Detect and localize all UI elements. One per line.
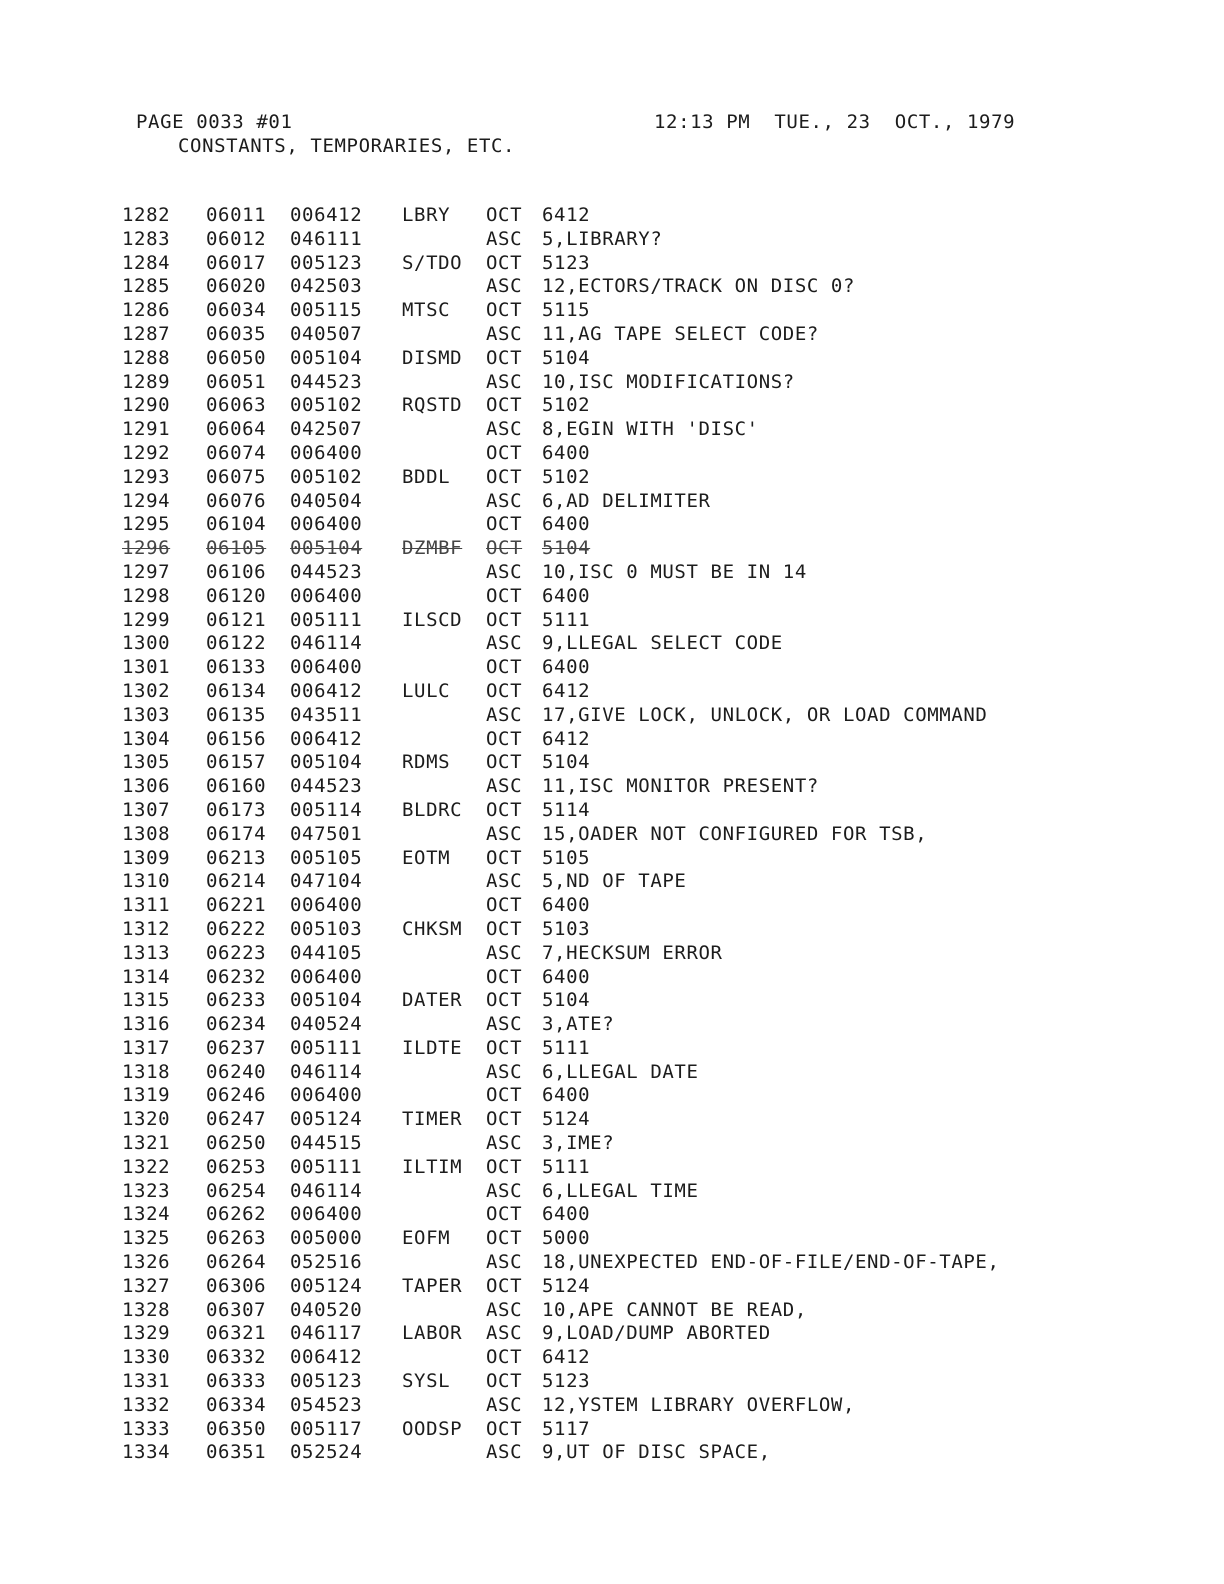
opcode: OCT bbox=[486, 394, 523, 417]
operand: 9,UT OF DISC SPACE, bbox=[542, 1441, 771, 1464]
label: EOTM bbox=[402, 846, 451, 869]
opcode: ASC bbox=[486, 560, 523, 583]
operand: 6412 bbox=[542, 1346, 591, 1369]
line-number: 1300 bbox=[122, 632, 171, 655]
operand: 6400 bbox=[542, 1084, 591, 1107]
object-code: 046114 bbox=[290, 1060, 363, 1083]
operand: 6400 bbox=[542, 1203, 591, 1226]
line-number: 1304 bbox=[122, 727, 171, 750]
object-code: 046114 bbox=[290, 632, 363, 655]
label: SYSL bbox=[402, 1370, 451, 1393]
operand: 6412 bbox=[542, 679, 591, 702]
operand: 6400 bbox=[542, 441, 591, 464]
address: 06237 bbox=[206, 1036, 267, 1059]
line-number: 1319 bbox=[122, 1084, 171, 1107]
line-number: 1316 bbox=[122, 1013, 171, 1036]
address: 06333 bbox=[206, 1370, 267, 1393]
operand: 10,APE CANNOT BE READ, bbox=[542, 1298, 807, 1321]
opcode: OCT bbox=[486, 441, 523, 464]
address: 06254 bbox=[206, 1179, 267, 1202]
address: 06223 bbox=[206, 941, 267, 964]
line-number: 1305 bbox=[122, 751, 171, 774]
object-code: 005104 bbox=[290, 537, 363, 560]
line-number: 1311 bbox=[122, 894, 171, 917]
line-number: 1293 bbox=[122, 465, 171, 488]
address: 06120 bbox=[206, 584, 267, 607]
address: 06063 bbox=[206, 394, 267, 417]
opcode: ASC bbox=[486, 1441, 523, 1464]
line-number: 1294 bbox=[122, 489, 171, 512]
object-code: 044515 bbox=[290, 1132, 363, 1155]
opcode: OCT bbox=[486, 1084, 523, 1107]
opcode: OCT bbox=[486, 751, 523, 774]
opcode: OCT bbox=[486, 346, 523, 369]
opcode: OCT bbox=[486, 1417, 523, 1440]
section-title: CONSTANTS, TEMPORARIES, ETC. bbox=[178, 135, 516, 157]
line-number: 1326 bbox=[122, 1251, 171, 1274]
operand: 12,YSTEM LIBRARY OVERFLOW, bbox=[542, 1393, 856, 1416]
opcode: ASC bbox=[486, 1322, 523, 1345]
address: 06250 bbox=[206, 1132, 267, 1155]
address: 06262 bbox=[206, 1203, 267, 1226]
operand: 5105 bbox=[542, 846, 591, 869]
object-code: 040504 bbox=[290, 489, 363, 512]
opcode: OCT bbox=[486, 537, 523, 560]
object-code: 054523 bbox=[290, 1393, 363, 1416]
line-number: 1334 bbox=[122, 1441, 171, 1464]
line-number: 1297 bbox=[122, 560, 171, 583]
label: DISMD bbox=[402, 346, 463, 369]
address: 06173 bbox=[206, 798, 267, 821]
address: 06134 bbox=[206, 679, 267, 702]
object-code: 040524 bbox=[290, 1013, 363, 1036]
object-code: 005104 bbox=[290, 751, 363, 774]
object-code: 006412 bbox=[290, 1346, 363, 1369]
opcode: OCT bbox=[486, 1346, 523, 1369]
opcode: ASC bbox=[486, 489, 523, 512]
opcode: ASC bbox=[486, 1393, 523, 1416]
operand: 6,LLEGAL DATE bbox=[542, 1060, 699, 1083]
address: 06334 bbox=[206, 1393, 267, 1416]
object-code: 044523 bbox=[290, 775, 363, 798]
address: 06135 bbox=[206, 703, 267, 726]
line-number: 1302 bbox=[122, 679, 171, 702]
line-number: 1309 bbox=[122, 846, 171, 869]
label: DZMBF bbox=[402, 537, 463, 560]
label: CHKSM bbox=[402, 917, 463, 940]
operand: 6,AD DELIMITER bbox=[542, 489, 711, 512]
address: 06247 bbox=[206, 1108, 267, 1131]
opcode: OCT bbox=[486, 846, 523, 869]
object-code: 046111 bbox=[290, 227, 363, 250]
address: 06233 bbox=[206, 989, 267, 1012]
object-code: 044523 bbox=[290, 560, 363, 583]
line-number: 1288 bbox=[122, 346, 171, 369]
address: 06240 bbox=[206, 1060, 267, 1083]
opcode: OCT bbox=[486, 1155, 523, 1178]
line-number: 1306 bbox=[122, 775, 171, 798]
operand: 5111 bbox=[542, 1155, 591, 1178]
object-code: 042503 bbox=[290, 275, 363, 298]
address: 06307 bbox=[206, 1298, 267, 1321]
object-code: 044523 bbox=[290, 370, 363, 393]
line-number: 1307 bbox=[122, 798, 171, 821]
opcode: OCT bbox=[486, 513, 523, 536]
address: 06012 bbox=[206, 227, 267, 250]
operand: 18,UNEXPECTED END-OF-FILE/END-OF-TAPE, bbox=[542, 1251, 1000, 1274]
object-code: 005115 bbox=[290, 299, 363, 322]
object-code: 005111 bbox=[290, 1036, 363, 1059]
line-number: 1285 bbox=[122, 275, 171, 298]
opcode: ASC bbox=[486, 1251, 523, 1274]
object-code: 006400 bbox=[290, 1203, 363, 1226]
label: RQSTD bbox=[402, 394, 463, 417]
operand: 17,GIVE LOCK, UNLOCK, OR LOAD COMMAND bbox=[542, 703, 988, 726]
operand: 5117 bbox=[542, 1417, 591, 1440]
address: 06306 bbox=[206, 1274, 267, 1297]
object-code: 005104 bbox=[290, 989, 363, 1012]
label: MTSC bbox=[402, 299, 451, 322]
address: 06350 bbox=[206, 1417, 267, 1440]
object-code: 005124 bbox=[290, 1274, 363, 1297]
label: LABOR bbox=[402, 1322, 463, 1345]
address: 06253 bbox=[206, 1155, 267, 1178]
opcode: OCT bbox=[486, 1370, 523, 1393]
label: RDMS bbox=[402, 751, 451, 774]
address: 06034 bbox=[206, 299, 267, 322]
operand: 5123 bbox=[542, 1370, 591, 1393]
line-number: 1292 bbox=[122, 441, 171, 464]
operand: 6400 bbox=[542, 513, 591, 536]
object-code: 005103 bbox=[290, 917, 363, 940]
operand: 6412 bbox=[542, 727, 591, 750]
opcode: ASC bbox=[486, 1298, 523, 1321]
operand: 5,LIBRARY? bbox=[542, 227, 663, 250]
address: 06264 bbox=[206, 1251, 267, 1274]
opcode: OCT bbox=[486, 965, 523, 988]
line-number: 1317 bbox=[122, 1036, 171, 1059]
object-code: 005111 bbox=[290, 1155, 363, 1178]
operand: 5124 bbox=[542, 1274, 591, 1297]
opcode: ASC bbox=[486, 227, 523, 250]
line-number: 1332 bbox=[122, 1393, 171, 1416]
operand: 5115 bbox=[542, 299, 591, 322]
address: 06234 bbox=[206, 1013, 267, 1036]
line-number: 1330 bbox=[122, 1346, 171, 1369]
operand: 5104 bbox=[542, 537, 591, 560]
line-number: 1327 bbox=[122, 1274, 171, 1297]
opcode: OCT bbox=[486, 584, 523, 607]
object-code: 006400 bbox=[290, 1084, 363, 1107]
object-code: 052516 bbox=[290, 1251, 363, 1274]
object-code: 005123 bbox=[290, 1370, 363, 1393]
line-number: 1318 bbox=[122, 1060, 171, 1083]
object-code: 006412 bbox=[290, 679, 363, 702]
address: 06104 bbox=[206, 513, 267, 536]
object-code: 040507 bbox=[290, 322, 363, 345]
label: ILDTE bbox=[402, 1036, 463, 1059]
opcode: OCT bbox=[486, 299, 523, 322]
line-number: 1315 bbox=[122, 989, 171, 1012]
address: 06051 bbox=[206, 370, 267, 393]
object-code: 005102 bbox=[290, 394, 363, 417]
line-number: 1324 bbox=[122, 1203, 171, 1226]
label: BLDRC bbox=[402, 798, 463, 821]
object-code: 006400 bbox=[290, 656, 363, 679]
line-number: 1333 bbox=[122, 1417, 171, 1440]
opcode: OCT bbox=[486, 679, 523, 702]
object-code: 006400 bbox=[290, 513, 363, 536]
line-number: 1301 bbox=[122, 656, 171, 679]
line-number: 1299 bbox=[122, 608, 171, 631]
address: 06106 bbox=[206, 560, 267, 583]
opcode: OCT bbox=[486, 465, 523, 488]
address: 06156 bbox=[206, 727, 267, 750]
operand: 12,ECTORS/TRACK ON DISC 0? bbox=[542, 275, 856, 298]
opcode: ASC bbox=[486, 1060, 523, 1083]
object-code: 043511 bbox=[290, 703, 363, 726]
address: 06122 bbox=[206, 632, 267, 655]
address: 06332 bbox=[206, 1346, 267, 1369]
address: 06064 bbox=[206, 418, 267, 441]
line-number: 1321 bbox=[122, 1132, 171, 1155]
object-code: 005117 bbox=[290, 1417, 363, 1440]
operand: 8,EGIN WITH 'DISC' bbox=[542, 418, 759, 441]
operand: 5102 bbox=[542, 465, 591, 488]
operand: 11,ISC MONITOR PRESENT? bbox=[542, 775, 819, 798]
opcode: ASC bbox=[486, 322, 523, 345]
object-code: 005114 bbox=[290, 798, 363, 821]
object-code: 046117 bbox=[290, 1322, 363, 1345]
object-code: 042507 bbox=[290, 418, 363, 441]
object-code: 005104 bbox=[290, 346, 363, 369]
address: 06232 bbox=[206, 965, 267, 988]
label: TIMER bbox=[402, 1108, 463, 1131]
opcode: OCT bbox=[486, 989, 523, 1012]
opcode: ASC bbox=[486, 822, 523, 845]
object-code: 047501 bbox=[290, 822, 363, 845]
opcode: ASC bbox=[486, 703, 523, 726]
line-number: 1291 bbox=[122, 418, 171, 441]
line-number: 1296 bbox=[122, 537, 171, 560]
operand: 5,ND OF TAPE bbox=[542, 870, 687, 893]
label: DATER bbox=[402, 989, 463, 1012]
address: 06213 bbox=[206, 846, 267, 869]
object-code: 005123 bbox=[290, 251, 363, 274]
opcode: ASC bbox=[486, 1013, 523, 1036]
opcode: ASC bbox=[486, 418, 523, 441]
line-number: 1320 bbox=[122, 1108, 171, 1131]
operand: 5124 bbox=[542, 1108, 591, 1131]
object-code: 047104 bbox=[290, 870, 363, 893]
operand: 10,ISC 0 MUST BE IN 14 bbox=[542, 560, 807, 583]
opcode: ASC bbox=[486, 1132, 523, 1155]
operand: 15,OADER NOT CONFIGURED FOR TSB, bbox=[542, 822, 928, 845]
operand: 5114 bbox=[542, 798, 591, 821]
line-number: 1314 bbox=[122, 965, 171, 988]
line-number: 1323 bbox=[122, 1179, 171, 1202]
address: 06020 bbox=[206, 275, 267, 298]
line-number: 1287 bbox=[122, 322, 171, 345]
address: 06321 bbox=[206, 1322, 267, 1345]
address: 06246 bbox=[206, 1084, 267, 1107]
operand: 5102 bbox=[542, 394, 591, 417]
line-number: 1282 bbox=[122, 204, 171, 226]
operand: 5111 bbox=[542, 1036, 591, 1059]
opcode: OCT bbox=[486, 656, 523, 679]
opcode: ASC bbox=[486, 775, 523, 798]
opcode: OCT bbox=[486, 727, 523, 750]
line-number: 1303 bbox=[122, 703, 171, 726]
line-number: 1308 bbox=[122, 822, 171, 845]
timestamp: 12:13 PM TUE., 23 OCT., 1979 bbox=[654, 111, 1016, 133]
address: 06074 bbox=[206, 441, 267, 464]
address: 06011 bbox=[206, 204, 267, 226]
opcode: OCT bbox=[486, 204, 523, 226]
operand: 6400 bbox=[542, 584, 591, 607]
operand: 9,LLEGAL SELECT CODE bbox=[542, 632, 783, 655]
opcode: ASC bbox=[486, 1179, 523, 1202]
address: 06075 bbox=[206, 465, 267, 488]
line-number: 1328 bbox=[122, 1298, 171, 1321]
opcode: OCT bbox=[486, 798, 523, 821]
line-number: 1310 bbox=[122, 870, 171, 893]
operand: 6,LLEGAL TIME bbox=[542, 1179, 699, 1202]
address: 06133 bbox=[206, 656, 267, 679]
operand: 5111 bbox=[542, 608, 591, 631]
operand: 5000 bbox=[542, 1227, 591, 1250]
operand: 6400 bbox=[542, 656, 591, 679]
label: ILTIM bbox=[402, 1155, 463, 1178]
address: 06076 bbox=[206, 489, 267, 512]
address: 06160 bbox=[206, 775, 267, 798]
operand: 5104 bbox=[542, 346, 591, 369]
operand: 3,ATE? bbox=[542, 1013, 615, 1036]
operand: 5104 bbox=[542, 751, 591, 774]
operand: 9,LOAD/DUMP ABORTED bbox=[542, 1322, 771, 1345]
line-number: 1298 bbox=[122, 584, 171, 607]
object-code: 005000 bbox=[290, 1227, 363, 1250]
opcode: ASC bbox=[486, 632, 523, 655]
opcode: OCT bbox=[486, 1274, 523, 1297]
address: 06222 bbox=[206, 917, 267, 940]
label: LULC bbox=[402, 679, 451, 702]
object-code: 005102 bbox=[290, 465, 363, 488]
label: EOFM bbox=[402, 1227, 451, 1250]
label: TAPER bbox=[402, 1274, 463, 1297]
line-number: 1325 bbox=[122, 1227, 171, 1250]
opcode: OCT bbox=[486, 1036, 523, 1059]
address: 06121 bbox=[206, 608, 267, 631]
object-code: 005111 bbox=[290, 608, 363, 631]
line-number: 1322 bbox=[122, 1155, 171, 1178]
operand: 7,HECKSUM ERROR bbox=[542, 941, 723, 964]
operand: 10,ISC MODIFICATIONS? bbox=[542, 370, 795, 393]
line-number: 1286 bbox=[122, 299, 171, 322]
object-code: 005124 bbox=[290, 1108, 363, 1131]
label: OODSP bbox=[402, 1417, 463, 1440]
operand: 3,IME? bbox=[542, 1132, 615, 1155]
opcode: OCT bbox=[486, 917, 523, 940]
address: 06351 bbox=[206, 1441, 267, 1464]
opcode: OCT bbox=[486, 1203, 523, 1226]
object-code: 005105 bbox=[290, 846, 363, 869]
operand: 6400 bbox=[542, 894, 591, 917]
operand: 5104 bbox=[542, 989, 591, 1012]
operand: 5123 bbox=[542, 251, 591, 274]
object-code: 006412 bbox=[290, 204, 363, 226]
address: 06017 bbox=[206, 251, 267, 274]
opcode: OCT bbox=[486, 608, 523, 631]
object-code: 006400 bbox=[290, 894, 363, 917]
line-number: 1283 bbox=[122, 227, 171, 250]
object-code: 006412 bbox=[290, 727, 363, 750]
object-code: 052524 bbox=[290, 1441, 363, 1464]
operand: 11,AG TAPE SELECT CODE? bbox=[542, 322, 819, 345]
line-number: 1289 bbox=[122, 370, 171, 393]
operand: 6412 bbox=[542, 204, 591, 226]
object-code: 006400 bbox=[290, 965, 363, 988]
address: 06157 bbox=[206, 751, 267, 774]
opcode: ASC bbox=[486, 275, 523, 298]
address: 06214 bbox=[206, 870, 267, 893]
opcode: ASC bbox=[486, 941, 523, 964]
object-code: 046114 bbox=[290, 1179, 363, 1202]
opcode: OCT bbox=[486, 251, 523, 274]
opcode: OCT bbox=[486, 894, 523, 917]
opcode: OCT bbox=[486, 1227, 523, 1250]
operand: 5103 bbox=[542, 917, 591, 940]
label: BDDL bbox=[402, 465, 451, 488]
address: 06050 bbox=[206, 346, 267, 369]
object-code: 044105 bbox=[290, 941, 363, 964]
line-number: 1312 bbox=[122, 917, 171, 940]
object-code: 040520 bbox=[290, 1298, 363, 1321]
object-code: 006400 bbox=[290, 584, 363, 607]
opcode: OCT bbox=[486, 1108, 523, 1131]
line-number: 1284 bbox=[122, 251, 171, 274]
address: 06174 bbox=[206, 822, 267, 845]
label: S/TDO bbox=[402, 251, 463, 274]
line-number: 1290 bbox=[122, 394, 171, 417]
opcode: ASC bbox=[486, 370, 523, 393]
line-number: 1329 bbox=[122, 1322, 171, 1345]
label: ILSCD bbox=[402, 608, 463, 631]
label: LBRY bbox=[402, 204, 451, 226]
operand: 6400 bbox=[542, 965, 591, 988]
line-number: 1313 bbox=[122, 941, 171, 964]
address: 06263 bbox=[206, 1227, 267, 1250]
page-id: PAGE 0033 #01 bbox=[136, 111, 293, 133]
address: 06221 bbox=[206, 894, 267, 917]
address: 06035 bbox=[206, 322, 267, 345]
line-number: 1331 bbox=[122, 1370, 171, 1393]
line-number: 1295 bbox=[122, 513, 171, 536]
opcode: ASC bbox=[486, 870, 523, 893]
address: 06105 bbox=[206, 537, 267, 560]
object-code: 006400 bbox=[290, 441, 363, 464]
